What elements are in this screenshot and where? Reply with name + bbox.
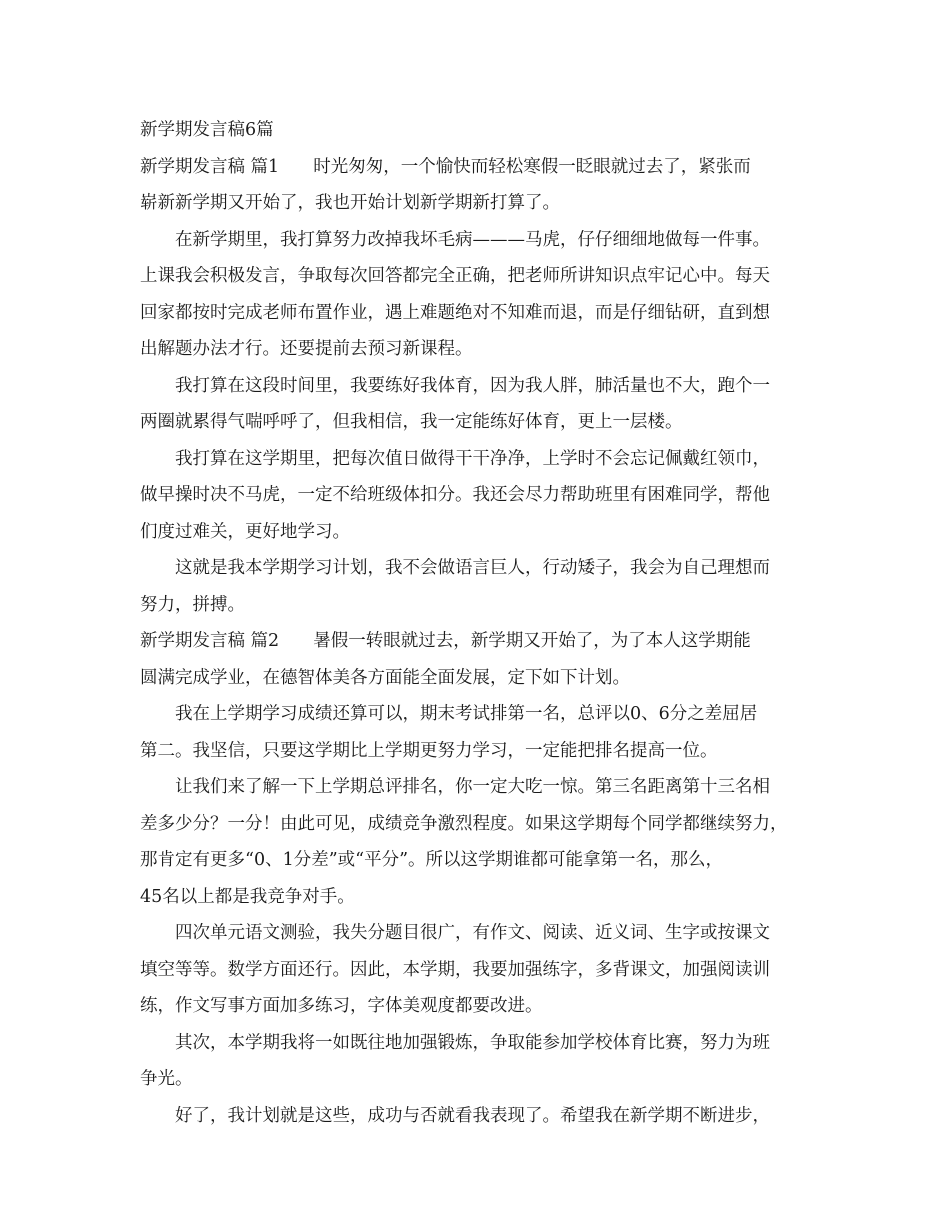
- text-line: 填空等等。数学方面还行。因此，本学期，我要加强练字，多背课文，加强阅读训: [140, 959, 770, 980]
- paragraph-text: 时光匆匆，一个愉快而轻松寒假一眨眼就过去了，紧张而: [313, 156, 751, 177]
- section-heading: 新学期发言稿 篇1: [140, 156, 280, 177]
- text-line: 其次，本学期我将一如既往地加强锻炼，争取能参加学校体育比赛，努力为班: [175, 1032, 770, 1053]
- text-line: 争光。: [140, 1069, 193, 1089]
- text-line: 们度过难关，更好地学习。: [140, 521, 350, 542]
- text-line: 我在上学期学习成绩还算可以，期末考试排第一名，总评以0、6分之差屈居: [175, 704, 758, 724]
- text-line: 我打算在这学期里，把每次值日做得干干净净，上学时不会忘记佩戴红领巾，: [175, 448, 770, 469]
- text-line: 让我们来了解一下上学期总评排名，你一定大吃一惊。第三名距离第十三名相: [175, 777, 770, 797]
- text-line: 上课我会积极发言，争取每次回答都完全正确，把老师所讲知识点牢记心中。每天: [140, 266, 770, 286]
- text-line: 努力，拼搏。: [140, 594, 245, 615]
- text-line: 回家都按时完成老师布置作业，遇上难题绝对不知难而退，而是仔细钻研，直到想: [140, 302, 770, 323]
- document-body: [140, 112, 825, 1134]
- text-line: 做早操时决不马虎，一定不给班级体扣分。我还会尽力帮助班里有困难同学，帮他: [140, 485, 770, 505]
- text-line: 45名以上都是我竞争对手。: [140, 886, 355, 907]
- section-heading: 新学期发言稿 篇2: [140, 631, 280, 651]
- text-line: 出解题办法才行。还要提前去预习新课程。: [140, 339, 473, 359]
- text-line: 练，作文写事方面加多练习，字体美观度都要改进。: [140, 996, 543, 1016]
- text-line: 我打算在这段时间里，我要练好我体育，因为我人胖，肺活量也不大，跑个一: [175, 375, 770, 396]
- text-line: 好了，我计划就是这些，成功与否就看我表现了。希望我在新学期不断进步，: [175, 1105, 770, 1126]
- text-line: 那肯定有更多“0、1分差”或“平分”。所以这学期谁都可能拿第一名，那么，: [140, 850, 724, 870]
- text-line: 第二。我坚信，只要这学期比上学期更努力学习，一定能把排名提高一位。: [140, 740, 718, 761]
- text-line: 四次单元语文测验，我失分题目很广，有作文、阅读、近义词、生字或按课文: [175, 923, 770, 943]
- text-line: 在新学期里，我打算努力改掉我坏毛病———马虎，仔仔细细地做每一件事。: [175, 229, 770, 250]
- text-line: 差多少分？一分！由此可见，成绩竞争激烈程度。如果这学期每个同学都继续努力，: [140, 813, 788, 834]
- document-title: 新学期发言稿6篇: [140, 120, 274, 140]
- section-2-first-line: [140, 623, 825, 660]
- text-line: 这就是我本学期学习计划，我不会做语言巨人，行动矮子，我会为自己理想而: [175, 558, 770, 578]
- text-line: 两圈就累得气喘呼呼了，但我相信，我一定能练好体育，更上一层楼。: [140, 412, 683, 432]
- text-line: 崭新新学期又开始了，我也开始计划新学期新打算了。: [140, 193, 560, 213]
- paragraph-text: 暑假一转眼就过去，新学期又开始了，为了本人这学期能: [313, 631, 751, 651]
- text-line: 圆满完成学业，在德智体美各方面能全面发展，定下如下计划。: [140, 667, 630, 688]
- section-1-first-line: [140, 149, 825, 186]
